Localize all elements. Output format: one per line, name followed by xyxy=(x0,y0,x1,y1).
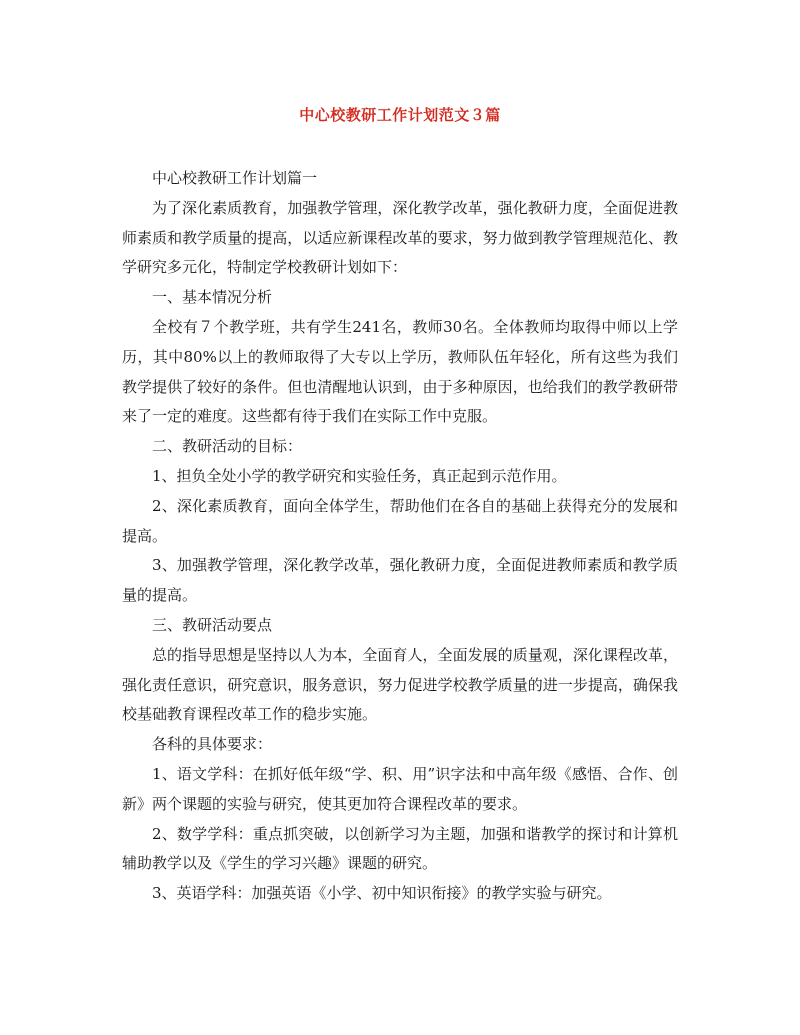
document-body xyxy=(122,164,678,909)
list-item: 3、加强教学管理，深化教学改革，强化教研力度，全面促进教师素质和教学质量的提高。 xyxy=(122,556,678,605)
intro-paragraph: 为了深化素质教育，加强教学管理，深化教学改革，强化教研力度，全面促进教师素质和教学质量的提高，以适应新课程改革的要求，努力做到教学管理规范化、教学研究多元化，特制定学校教研计划如下： xyxy=(122,198,678,277)
section-heading: 中心校教研工作计划篇一 xyxy=(152,169,318,187)
list-item: 1、担负全处小学的教学研究和实验任务，真正起到示范作用。 xyxy=(152,466,567,485)
list-item: 3、英语学科：加强英语《小学、初中知识衔接》的教学实验与研究。 xyxy=(152,884,612,903)
list-item: 2、深化素质教育，面向全体学生，帮助他们在各自的基础上获得充分的发展和提高。 xyxy=(122,496,678,545)
document-title: 中心校教研工作计划范文３篇 xyxy=(299,106,501,124)
list-item: 1、语文学科：在抓好低年级“学、积、用”识字法和中高年级《感悟、合作、创新》两个课题的实验与研究，使其更加符合课程改革的要求。 xyxy=(122,764,678,813)
body-paragraph: 全校有７个教学班，共有学生241名，教师30名。全体教师均取得中师以上学历，其中80%以上的教师取得了大专以上学历，教师队伍年轻化，所有这些为我们教学提供了较好的条件。但也清醒地认识到，由于多种原因，也给我们的教学教研带来了一定的难度。这些都有待于我们在实际工作中克服。 xyxy=(122,317,678,426)
sub-heading: 各科的具体要求： xyxy=(152,735,273,754)
body-paragraph: 总的指导思想是坚持以人为本，全面育人，全面发展的质量观，深化课程改革，强化责任意识，研究意识，服务意识，努力促进学校教学质量的进一步提高，确保我校基础教育课程改革工作的稳步实施。 xyxy=(122,645,678,724)
section-heading: 二、教研活动的目标： xyxy=(152,437,303,456)
section-heading: 一、基本情况分析 xyxy=(152,288,273,307)
list-item: 2、数学学科：重点抓突破，以创新学习为主题，加强和谐教学的探讨和计算机辅助教学以及《学生的学习兴趣》课题的研究。 xyxy=(122,824,678,873)
section-heading: 三、教研活动要点 xyxy=(152,615,273,634)
